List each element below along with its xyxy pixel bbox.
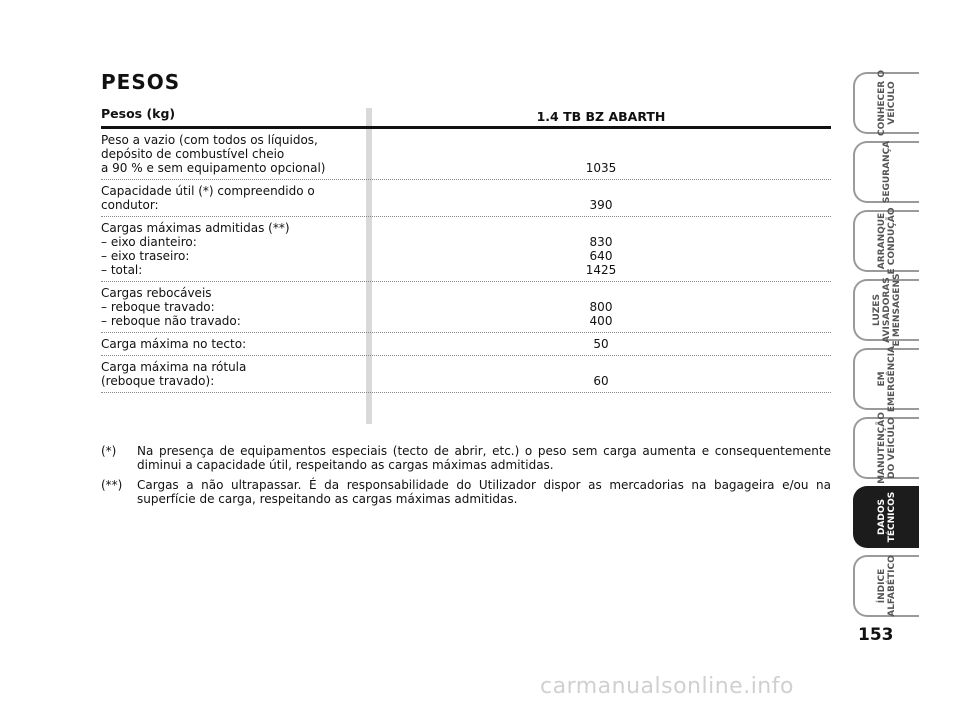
row-label-line: – eixo dianteiro:: [101, 235, 197, 249]
row-values: [371, 235, 831, 277]
row-label-line: – total:: [101, 263, 143, 277]
table-row: [101, 282, 831, 333]
chapter-tab-label: MANUTENÇÃO DO VEÍCULO: [877, 412, 897, 484]
row-value: 50: [593, 337, 609, 351]
row-values: [371, 198, 831, 212]
chapter-tab[interactable]: [853, 141, 919, 203]
chapter-tab[interactable]: [853, 72, 919, 134]
chapter-tab[interactable]: [853, 273, 919, 347]
table-body: [101, 129, 831, 393]
row-label-line: – reboque travado:: [101, 300, 215, 314]
chapter-tab-label: ARRANQUE E CONDUÇÃO: [877, 207, 897, 275]
row-label-line: – eixo traseiro:: [101, 249, 190, 263]
row-label-line: Cargas máximas admitidas (**): [101, 221, 290, 235]
row-values: [371, 374, 831, 388]
row-label: [101, 129, 363, 179]
row-value: 800: [589, 300, 613, 314]
chapter-tab[interactable]: [853, 412, 919, 484]
row-value: 60: [593, 374, 609, 388]
row-value: 390: [589, 198, 613, 212]
chapter-tabs: [853, 72, 919, 624]
page-number: 153: [858, 625, 894, 645]
row-values: [371, 300, 831, 328]
watermark: carmanualsonline.info: [540, 674, 794, 699]
header-column: 1.4 TB BZ ABARTH: [536, 109, 666, 124]
chapter-tab-label: EM EMERGÊNCIA: [877, 345, 897, 413]
row-label: [101, 333, 363, 355]
chapter-tab-label: ÍNDICE ALFABÉTICO: [877, 555, 897, 617]
row-label-line: depósito de combustível cheio: [101, 147, 285, 161]
chapter-tab[interactable]: [853, 555, 919, 617]
row-label-line: Cargas rebocáveis: [101, 286, 212, 300]
footnote: [101, 478, 831, 506]
row-values: [371, 337, 831, 351]
row-label-line: Capacidade útil (*) compreendido o condutor:: [101, 184, 315, 212]
table-row: [101, 180, 831, 217]
table-row: [101, 333, 831, 356]
row-label: [101, 180, 363, 216]
row-label: [101, 217, 363, 281]
row-value: 400: [589, 314, 613, 328]
chapter-tab-label: CONHECER O VEÍCULO: [877, 70, 897, 136]
chapter-tab-label: SEGURANÇA: [882, 140, 892, 204]
row-label-line: Peso a vazio (com todos os líquidos,: [101, 133, 318, 147]
row-value: 1035: [585, 161, 617, 175]
footnote-text: Cargas a não ultrapassar. É da responsabilidade do Utilizador dispor as mercadorias na bagageira e/ou na superfície de carga, respeitando as cargas máximas admitidas.: [137, 478, 831, 506]
row-values: [371, 161, 831, 175]
chapter-tab-label: LUZES AVISADORAS E MENSAGENS: [872, 273, 902, 347]
row-label-line: Carga máxima no tecto:: [101, 337, 247, 351]
footnotes: [101, 444, 831, 512]
table-row: [101, 217, 831, 282]
header-label: Pesos (kg): [101, 106, 176, 121]
row-label: [101, 282, 363, 332]
row-value: 640: [589, 249, 613, 263]
footnote-mark: (*): [101, 444, 117, 458]
row-label-line: – reboque não travado:: [101, 314, 241, 328]
footnote: [101, 444, 831, 472]
row-value: 1425: [585, 263, 617, 277]
footnote-text: Na presença de equipamentos especiais (tecto de abrir, etc.) o peso sem carga aumenta e consequentemente diminui a capacidade útil, respeitando as cargas máximas admitidas.: [137, 444, 831, 472]
row-label-line: Carga máxima na rótula: [101, 360, 247, 374]
chapter-tab[interactable]: [853, 207, 919, 275]
table-row: [101, 356, 831, 393]
row-label: [101, 356, 363, 392]
weights-table: [101, 104, 831, 393]
page-title: PESOS: [101, 70, 181, 94]
row-label-line: (reboque travado):: [101, 374, 215, 388]
table-header: [101, 104, 831, 129]
row-value: 830: [589, 235, 613, 249]
chapter-tab[interactable]: [853, 486, 919, 548]
chapter-tab-label: DADOS TÉCNICOS: [877, 491, 897, 543]
footnote-mark: (**): [101, 478, 123, 492]
table-row: [101, 129, 831, 180]
row-label-line: a 90 % e sem equipamento opcional): [101, 161, 326, 175]
chapter-tab[interactable]: [853, 345, 919, 413]
